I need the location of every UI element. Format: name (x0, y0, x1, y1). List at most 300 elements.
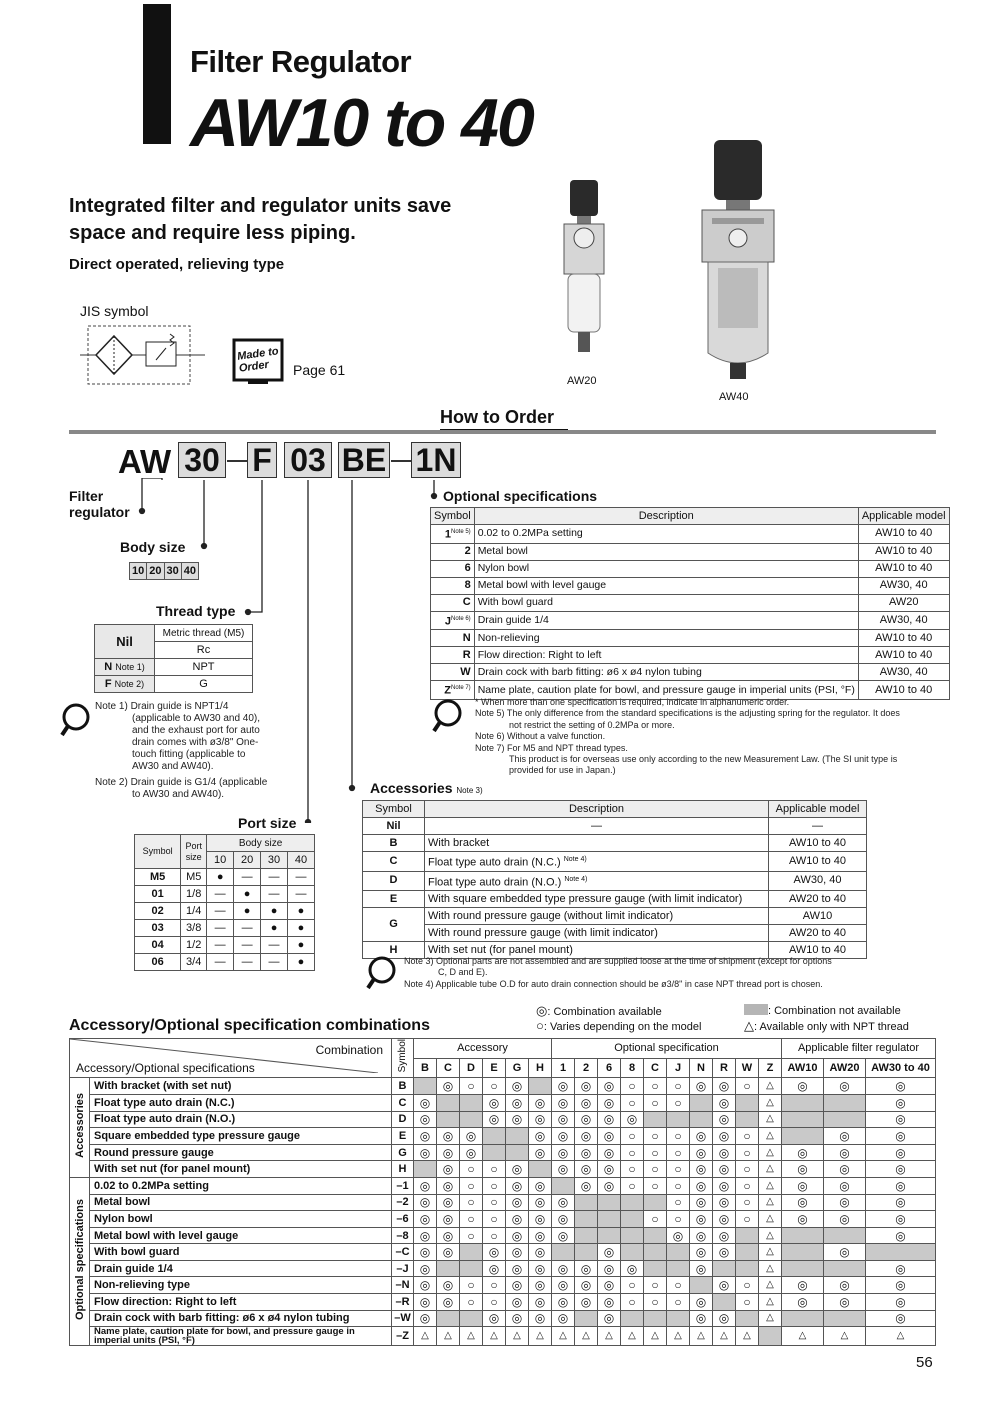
combination-cell: ◎ (552, 1144, 575, 1161)
combination-cell: △ (759, 1294, 782, 1311)
combinations-title: Accessory/Optional specification combinations (69, 1017, 430, 1034)
combination-cell: ◎ (713, 1094, 736, 1111)
combination-row (70, 1144, 936, 1161)
accessory-symbol: Nil (363, 818, 425, 835)
combination-cell: ○ (667, 1128, 690, 1145)
combination-cell (575, 1194, 598, 1211)
combination-cell (460, 1260, 483, 1277)
combination-row-symbol: D (392, 1111, 414, 1128)
optional-spec-row (431, 594, 950, 611)
combination-cell: ◎ (690, 1144, 713, 1161)
port-row (135, 954, 315, 971)
col-header: Symbol (431, 508, 475, 525)
port-availability: — (207, 920, 234, 937)
port-availability: ● (288, 903, 315, 920)
combination-cell: ◎ (483, 1094, 506, 1111)
port-availability: — (261, 937, 288, 954)
combination-row (70, 1244, 936, 1261)
combination-cell: ◎ (782, 1161, 824, 1178)
combination-row (70, 1327, 936, 1346)
optional-col-header: J (667, 1058, 690, 1078)
combination-row-symbol: E (392, 1128, 414, 1145)
combination-cell (437, 1310, 460, 1327)
combination-cell: ◎ (690, 1310, 713, 1327)
applicable-col-header: AW10 (782, 1058, 824, 1078)
combination-cell: △ (759, 1310, 782, 1327)
combination-cell: ◎ (552, 1111, 575, 1128)
combination-cell (460, 1111, 483, 1128)
port-availability: — (207, 937, 234, 954)
combination-row-symbol: –N (392, 1277, 414, 1294)
combination-cell: ◎ (824, 1194, 866, 1211)
accessory-row (363, 871, 867, 891)
accessory-desc: With square embedded type pressure gauge (with limit indicator) (425, 891, 769, 908)
aw40-product-image (698, 138, 778, 383)
port-availability: — (288, 886, 315, 903)
combination-cell: ◎ (529, 1211, 552, 1228)
optional-symbol: 6 (431, 560, 475, 577)
code-body-size: 30 (178, 442, 226, 478)
col-header: 30 (261, 852, 288, 869)
combination-cell: ◎ (414, 1194, 437, 1211)
body-size-table (129, 562, 199, 580)
port-row (135, 869, 315, 886)
combination-cell: ◎ (506, 1294, 529, 1311)
combination-cell: ◎ (866, 1194, 936, 1211)
combination-cell: ○ (667, 1294, 690, 1311)
combination-cell: ◎ (529, 1227, 552, 1244)
combination-cell (529, 1161, 552, 1178)
combination-cell (460, 1244, 483, 1261)
accessory-desc: With set nut (for panel mount) (425, 942, 769, 959)
combination-cell: ◎ (506, 1161, 529, 1178)
optional-col-header: 6 (598, 1058, 621, 1078)
combination-cell: ◎ (437, 1277, 460, 1294)
combination-cell: ◎ (713, 1078, 736, 1095)
combination-cell: ◎ (529, 1128, 552, 1145)
optional-specs-table (430, 507, 950, 700)
combination-cell: ○ (667, 1094, 690, 1111)
combination-cell: ○ (460, 1177, 483, 1194)
combination-cell (824, 1260, 866, 1277)
combination-row-label: 0.02 to 0.2MPa setting (90, 1177, 392, 1194)
combination-row (70, 1260, 936, 1277)
col-header: Symbol (135, 835, 181, 869)
how-to-order-heading: How to Order (440, 407, 568, 432)
combination-cell: ◎ (824, 1277, 866, 1294)
combination-cell: ○ (460, 1194, 483, 1211)
optional-specs-label: Optional specifications (443, 488, 598, 504)
combination-cell: ○ (460, 1211, 483, 1228)
combination-cell: △ (782, 1327, 824, 1346)
thread-symbol: N Note 1) (95, 659, 155, 676)
combination-cell: ◎ (575, 1078, 598, 1095)
optional-desc: 0.02 to 0.2MPa setting (474, 525, 858, 544)
body-size-option: 20 (147, 563, 164, 580)
optional-desc: Metal bowl (474, 543, 858, 560)
combination-cell: ◎ (414, 1177, 437, 1194)
port-row (135, 937, 315, 954)
combination-row-symbol: –Z (392, 1327, 414, 1346)
code-port-size: 03 (284, 442, 332, 478)
combination-cell: △ (483, 1327, 506, 1346)
combination-cell: ◎ (529, 1277, 552, 1294)
combination-cell: ◎ (414, 1244, 437, 1261)
combination-row-symbol: C (392, 1094, 414, 1111)
optional-symbol: $Z^{Note 7)}$ (431, 681, 475, 700)
port-availability: — (234, 869, 261, 886)
combination-cell (782, 1227, 824, 1244)
col-header: Body size (207, 835, 315, 852)
optional-symbol: 2 (431, 543, 475, 560)
aw20-label: AW20 (567, 375, 597, 387)
combination-cell (621, 1244, 644, 1261)
combination-cell: ○ (644, 1128, 667, 1145)
combination-cell: ◎ (414, 1277, 437, 1294)
combination-cell (414, 1078, 437, 1095)
combination-cell: ◎ (866, 1177, 936, 1194)
combination-row-symbol: –R (392, 1294, 414, 1311)
combination-cell (460, 1310, 483, 1327)
accessory-model: AW10 (769, 908, 867, 925)
combination-cell: △ (759, 1177, 782, 1194)
combination-cell: ◎ (713, 1161, 736, 1178)
combination-cell (598, 1227, 621, 1244)
combination-cell (598, 1211, 621, 1228)
combination-cell: ◎ (483, 1310, 506, 1327)
combination-cell (690, 1277, 713, 1294)
combination-row (70, 1211, 936, 1228)
combination-cell: ◎ (437, 1244, 460, 1261)
combination-cell: ○ (621, 1078, 644, 1095)
combination-cell: ◎ (437, 1161, 460, 1178)
legend-npt-only: △: Available only with NPT thread (744, 1018, 909, 1033)
combination-row-label: Metal bowl (90, 1194, 392, 1211)
port-symbol: M5 (135, 869, 181, 886)
combination-cell: △ (759, 1244, 782, 1261)
optional-model: AW10 to 40 (858, 681, 949, 700)
accessory-model: — (769, 818, 867, 835)
section-divider (69, 430, 936, 434)
combination-cell: ○ (667, 1211, 690, 1228)
combination-cell: ◎ (552, 1094, 575, 1111)
page-title: Filter Regulator (190, 44, 412, 79)
combination-cell: ○ (460, 1294, 483, 1311)
optional-desc: Flow direction: Right to left (474, 647, 858, 664)
combination-cell: ○ (644, 1078, 667, 1095)
combination-cell (824, 1227, 866, 1244)
port-size: 1/2 (181, 937, 207, 954)
accessory-desc: With round pressure gauge (without limit indicator) (425, 908, 769, 925)
combination-cell (575, 1211, 598, 1228)
combination-row-symbol: G (392, 1144, 414, 1161)
combination-cell: ○ (621, 1161, 644, 1178)
port-symbol: 03 (135, 920, 181, 937)
thread-desc: Metric thread (M5) (155, 625, 253, 642)
combination-cell: ○ (736, 1128, 759, 1145)
combination-cell: ◎ (713, 1144, 736, 1161)
combination-cell (782, 1260, 824, 1277)
combination-cell: ◎ (621, 1260, 644, 1277)
combination-cell: ◎ (824, 1244, 866, 1261)
combination-cell: ◎ (529, 1094, 552, 1111)
accessory-model: AW10 to 40 (769, 835, 867, 852)
combination-row-symbol: –2 (392, 1194, 414, 1211)
combination-cell: ○ (736, 1294, 759, 1311)
accessory-desc: Float type auto drain (N.O.) $^{Note 4)}$ (425, 871, 769, 891)
combination-cell (644, 1244, 667, 1261)
combination-cell: ◎ (575, 1294, 598, 1311)
combination-cell: ◎ (506, 1177, 529, 1194)
port-size: 3/4 (181, 954, 207, 971)
optional-group-header: Optional specification (552, 1039, 782, 1059)
title-accent-bar (143, 4, 171, 144)
combination-cell: △ (759, 1161, 782, 1178)
accessory-symbol: G (363, 908, 425, 942)
combination-cell: ◎ (506, 1277, 529, 1294)
combination-cell: ◎ (414, 1227, 437, 1244)
combination-cell: ○ (736, 1144, 759, 1161)
thread-type-table (94, 624, 253, 693)
accessory-model: AW10 to 40 (769, 852, 867, 872)
optional-spec-row (431, 525, 950, 544)
combination-corner-header: Combination Accessory/Optional specifications (70, 1039, 392, 1078)
page-reference-link[interactable]: Page 61 (293, 362, 346, 378)
applicable-col-header: AW30 to 40 (866, 1058, 936, 1078)
optional-model: AW10 to 40 (858, 560, 949, 577)
combination-cell: ◎ (575, 1094, 598, 1111)
combination-cell (437, 1094, 460, 1111)
combination-cell: ◎ (529, 1244, 552, 1261)
combination-cell: ◎ (782, 1144, 824, 1161)
combinations-table (69, 1038, 936, 1346)
jis-label: JIS symbol (80, 303, 149, 319)
combination-cell: ◎ (782, 1194, 824, 1211)
combination-cell: ◎ (552, 1277, 575, 1294)
combination-cell: ○ (483, 1294, 506, 1311)
combination-cell: △ (690, 1327, 713, 1346)
combination-cell: ○ (621, 1144, 644, 1161)
code-accessories: BE (338, 442, 390, 478)
combination-row (70, 1294, 936, 1311)
combination-row-label: Drain cock with barb fitting: ø6 x ø4 nylon tubing (90, 1310, 392, 1327)
combination-cell: ◎ (552, 1161, 575, 1178)
combination-cell (621, 1211, 644, 1228)
combination-cell: ◎ (690, 1227, 713, 1244)
combination-cell: ◎ (414, 1144, 437, 1161)
combination-cell: ◎ (506, 1078, 529, 1095)
combination-cell: ◎ (529, 1310, 552, 1327)
accessory-row (363, 835, 867, 852)
optional-spec-row (431, 630, 950, 647)
combination-cell: ◎ (414, 1128, 437, 1145)
legend-not-available: : Combination not available (744, 1004, 901, 1018)
combination-cell: △ (759, 1211, 782, 1228)
combination-cell: ◎ (866, 1144, 936, 1161)
combination-cell (824, 1094, 866, 1111)
optional-group-label: Optional specifications (70, 1177, 90, 1345)
combination-cell: ◎ (667, 1227, 690, 1244)
thread-desc: Rc (155, 642, 253, 659)
combination-cell: ◎ (575, 1128, 598, 1145)
combination-cell (866, 1244, 936, 1261)
combination-cell: ◎ (690, 1128, 713, 1145)
accessory-row (363, 891, 867, 908)
combination-cell: ◎ (598, 1277, 621, 1294)
combination-cell: ○ (644, 1161, 667, 1178)
combination-cell (575, 1227, 598, 1244)
combination-cell: ◎ (598, 1310, 621, 1327)
combination-row-label: Drain guide 1/4 (90, 1260, 392, 1277)
combination-cell (460, 1094, 483, 1111)
combination-cell: △ (759, 1128, 782, 1145)
optional-col-header: 1 (552, 1058, 575, 1078)
combination-cell: ◎ (598, 1128, 621, 1145)
combination-cell: ◎ (713, 1244, 736, 1261)
combination-cell: ◎ (529, 1294, 552, 1311)
port-availability: ● (261, 903, 288, 920)
combination-row (70, 1194, 936, 1211)
combination-cell: ○ (460, 1227, 483, 1244)
combination-cell: ○ (483, 1211, 506, 1228)
body-size-option: 10 (130, 563, 147, 580)
accessory-row (363, 852, 867, 872)
combination-row-label: Float type auto drain (N.O.) (90, 1111, 392, 1128)
combination-cell: ○ (736, 1277, 759, 1294)
combination-cell: △ (667, 1327, 690, 1346)
combination-cell: ◎ (782, 1078, 824, 1095)
combination-row-label: Nylon bowl (90, 1211, 392, 1228)
combination-cell: △ (598, 1327, 621, 1346)
optional-symbol: R (431, 647, 475, 664)
optional-model: AW30, 40 (858, 577, 949, 594)
combination-cell: ○ (621, 1277, 644, 1294)
port-symbol: 04 (135, 937, 181, 954)
port-availability: — (234, 937, 261, 954)
combination-cell: ◎ (866, 1111, 936, 1128)
optional-col-header: C (644, 1058, 667, 1078)
combination-cell (552, 1177, 575, 1194)
optional-spec-row (431, 611, 950, 630)
combination-row-symbol: B (392, 1078, 414, 1095)
port-size-table (134, 834, 315, 971)
combination-cell: ◎ (575, 1111, 598, 1128)
combination-row (70, 1094, 936, 1111)
combination-row (70, 1128, 936, 1145)
combination-cell (736, 1244, 759, 1261)
combination-cell: ○ (736, 1194, 759, 1211)
combination-cell: ◎ (575, 1161, 598, 1178)
port-symbol: 01 (135, 886, 181, 903)
jis-symbol-diagram (80, 324, 205, 386)
combination-cell: ○ (667, 1078, 690, 1095)
col-header: Applicable model (769, 801, 867, 818)
combination-cell: ○ (644, 1277, 667, 1294)
port-availability: — (234, 920, 261, 937)
combination-cell: ◎ (824, 1128, 866, 1145)
combination-cell (736, 1260, 759, 1277)
page-number: 56 (916, 1354, 933, 1371)
combination-cell: ◎ (437, 1294, 460, 1311)
accessory-col-header: D (460, 1058, 483, 1078)
combination-cell: ◎ (506, 1310, 529, 1327)
optional-spec-row (431, 647, 950, 664)
combination-row (70, 1177, 936, 1194)
port-availability: — (261, 954, 288, 971)
accessories-table (362, 800, 867, 959)
aw40-label: AW40 (719, 391, 749, 403)
combination-cell: ◎ (414, 1211, 437, 1228)
col-header: 20 (234, 852, 261, 869)
combination-cell: △ (759, 1260, 782, 1277)
optional-desc: Name plate, caution plate for bowl, and pressure gauge in imperial units (PSI, °F) (474, 681, 858, 700)
port-availability: — (261, 886, 288, 903)
combination-cell: ◎ (866, 1260, 936, 1277)
combination-cell: ◎ (621, 1111, 644, 1128)
accessory-group-header: Accessory (414, 1039, 552, 1059)
combination-row-label: Name plate, caution plate for bowl, and pressure gauge in imperial units (PSI, °F) (90, 1327, 392, 1346)
combination-cell: ○ (644, 1211, 667, 1228)
combination-cell: △ (736, 1327, 759, 1346)
combination-cell (713, 1294, 736, 1311)
combination-cell: ◎ (529, 1194, 552, 1211)
optional-col-header: Z (759, 1058, 782, 1078)
col-header: Applicable model (858, 508, 949, 525)
combination-cell: △ (644, 1327, 667, 1346)
combination-cell: ◎ (690, 1161, 713, 1178)
combination-cell: ◎ (414, 1294, 437, 1311)
combination-cell: ◎ (437, 1078, 460, 1095)
combination-cell: ◎ (713, 1177, 736, 1194)
combination-cell: ◎ (529, 1177, 552, 1194)
combination-cell: ○ (667, 1161, 690, 1178)
accessory-symbol: B (363, 835, 425, 852)
col-header: 40 (288, 852, 315, 869)
combination-cell: ◎ (866, 1294, 936, 1311)
optional-col-header: W (736, 1058, 759, 1078)
combination-cell: ○ (621, 1294, 644, 1311)
combination-cell: ◎ (437, 1194, 460, 1211)
combination-cell: △ (575, 1327, 598, 1346)
combination-cell: ◎ (824, 1078, 866, 1095)
combination-cell: ◎ (866, 1277, 936, 1294)
port-symbol: 06 (135, 954, 181, 971)
optional-desc: Drain cock with barb fitting: ø6 x ø4 nylon tubing (474, 664, 858, 681)
accessory-symbol: H (363, 942, 425, 959)
col-header: Symbol (363, 801, 425, 818)
thread-type-label: Thread type (156, 603, 236, 619)
combination-cell (782, 1128, 824, 1145)
optional-model: AW10 to 40 (858, 525, 949, 544)
port-size: 3/8 (181, 920, 207, 937)
col-header: Description (425, 801, 769, 818)
accessory-desc: — (425, 818, 769, 835)
port-size: 1/8 (181, 886, 207, 903)
accessory-row (363, 818, 867, 835)
combination-cell: ○ (667, 1177, 690, 1194)
combination-cell (483, 1128, 506, 1145)
combination-row-symbol: –6 (392, 1211, 414, 1228)
combination-cell (736, 1310, 759, 1327)
accessory-col-header: G (506, 1058, 529, 1078)
port-symbol: 02 (135, 903, 181, 920)
optional-model: AW30, 40 (858, 664, 949, 681)
combination-cell: ◎ (529, 1111, 552, 1128)
port-row (135, 903, 315, 920)
combination-cell: ◎ (598, 1144, 621, 1161)
combination-cell (483, 1144, 506, 1161)
accessory-row (363, 908, 867, 925)
